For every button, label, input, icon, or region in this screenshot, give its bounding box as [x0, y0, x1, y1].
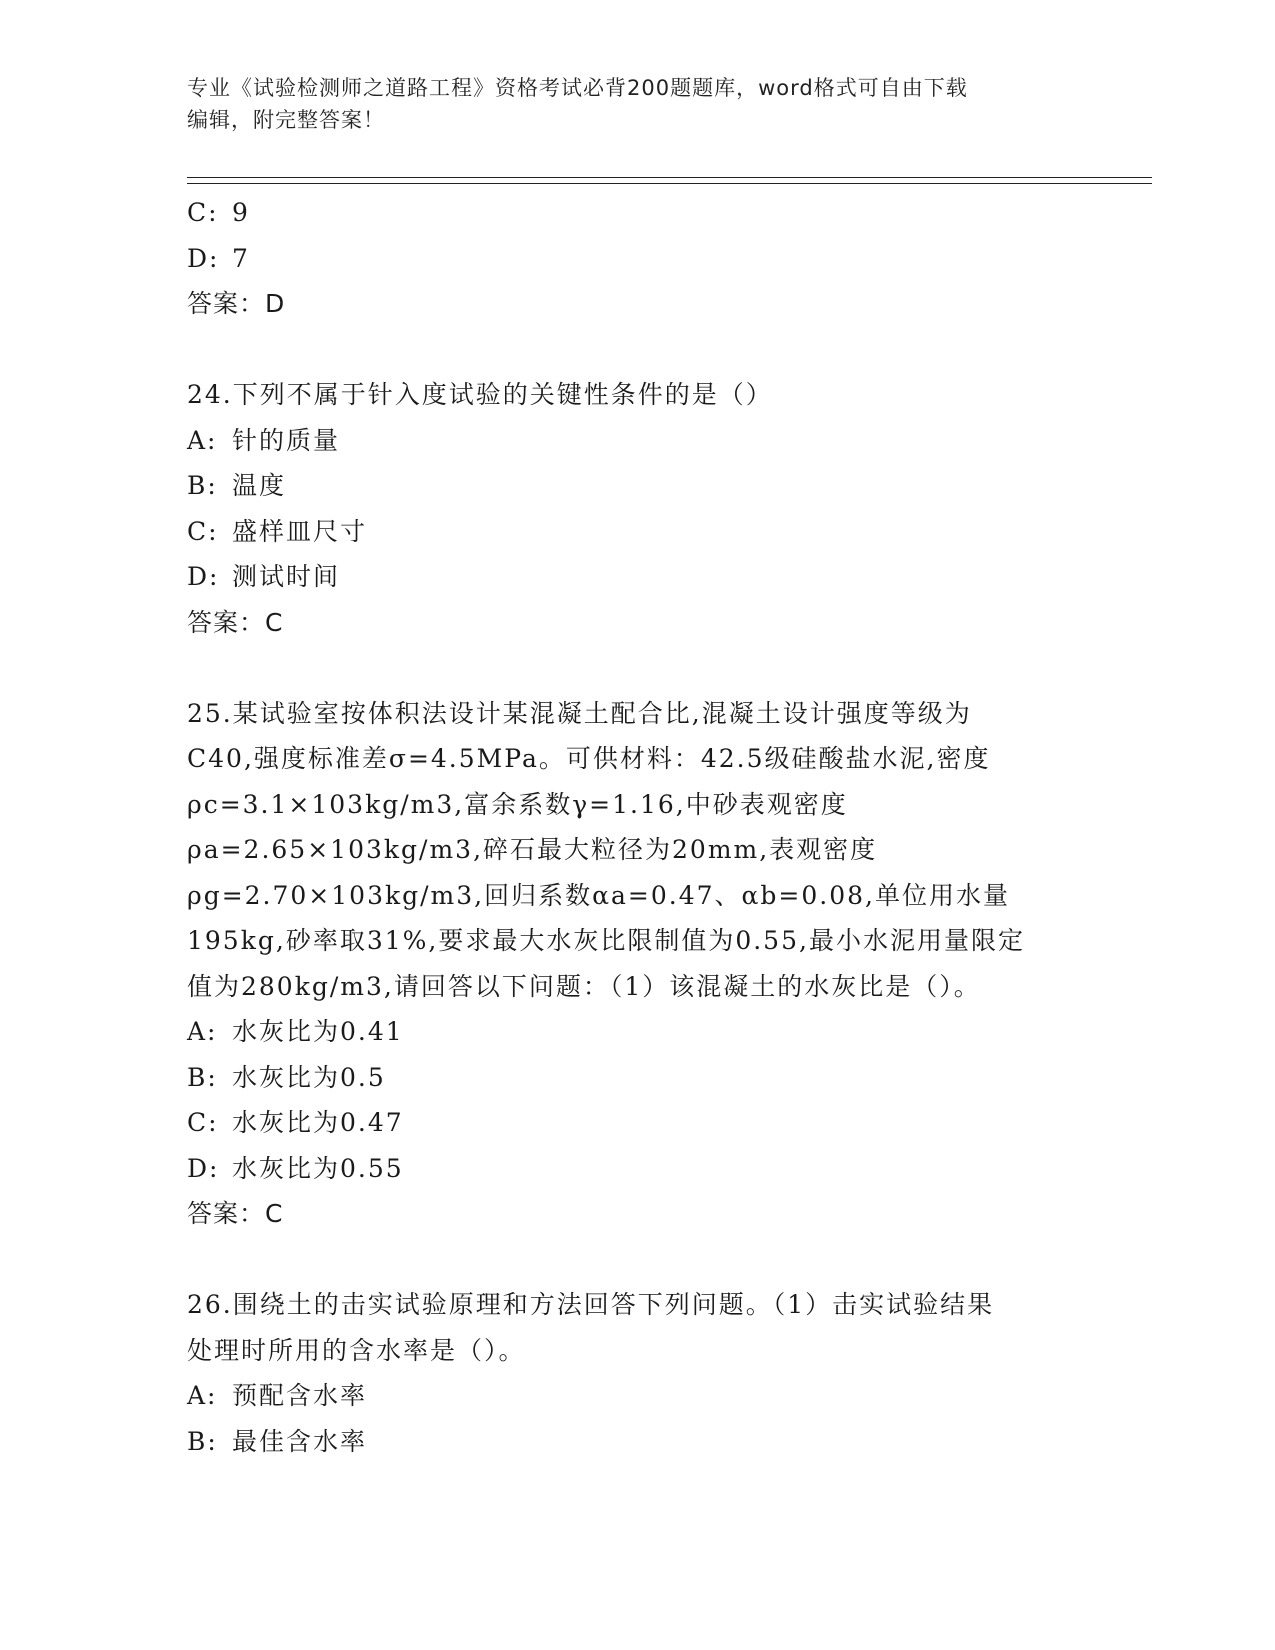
option-c — [187, 509, 1087, 555]
option-letter: B: — [187, 1062, 218, 1092]
option-letter: C: — [187, 198, 219, 227]
option-letter: A: — [187, 425, 218, 455]
option-text: 水灰比为0.5 — [232, 1062, 386, 1092]
option-letter: D: — [187, 1153, 220, 1183]
option-text: 9 — [232, 198, 250, 227]
question-stem: C40,强度标准差σ=4.5MPa。可供材料：42.5级硅酸盐水泥,密度 — [187, 744, 991, 773]
header-title-line-2: 编辑，附完整答案！ — [187, 108, 385, 132]
option-text: 温度 — [232, 471, 287, 500]
answer-line: 答案：D — [187, 289, 286, 318]
question-stem: 26.围绕土的击实试验原理和方法回答下列问题。（1）击实试验结果 — [187, 1290, 995, 1319]
spacer — [187, 645, 1087, 691]
option-text: 针的质量 — [232, 425, 341, 455]
question-stem: 195kg,砂率取31%,要求最大水灰比限制值为0.55,最小水泥用量限定 — [187, 926, 1025, 955]
question-block-25 — [187, 691, 1087, 1237]
option-d — [187, 236, 1087, 282]
option-text: 7 — [232, 243, 250, 273]
option-letter: A: — [187, 1381, 218, 1410]
question-stem: 25.某试验室按体积法设计某混凝土配合比,混凝土设计强度等级为 — [187, 698, 972, 728]
option-b — [187, 1419, 1087, 1465]
question-block-24 — [187, 372, 1087, 645]
document-header — [187, 72, 1087, 136]
option-letter: C: — [187, 1108, 219, 1137]
question-stem: ρa=2.65×103kg/m3,碎石最大粒径为20mm,表观密度 — [187, 835, 878, 864]
option-letter: D: — [187, 562, 220, 591]
document-body — [187, 190, 1087, 1464]
spacer — [187, 327, 1087, 373]
option-text: 水灰比为0.47 — [232, 1108, 404, 1137]
header-divider-bottom — [187, 183, 1152, 184]
option-text: 测试时间 — [232, 562, 341, 591]
option-text: 最佳含水率 — [232, 1426, 368, 1456]
option-text: 盛样皿尺寸 — [232, 516, 368, 546]
option-b — [187, 463, 1087, 509]
header-title-line-1: 专业《试验检测师之道路工程》资格考试必背200题题库，word格式可自由下载 — [187, 76, 968, 100]
option-letter: B: — [187, 471, 218, 500]
option-letter: C: — [187, 516, 219, 546]
question-stem: 24.下列不属于针入度试验的关键性条件的是（） — [187, 380, 773, 409]
option-c — [187, 190, 1087, 236]
answer-line: 答案：C — [187, 1199, 284, 1228]
option-d — [187, 554, 1087, 600]
question-stem: 处理时所用的含水率是（）。 — [187, 1335, 526, 1365]
question-block-26 — [187, 1282, 1087, 1464]
option-text: 水灰比为0.55 — [232, 1153, 404, 1183]
spacer — [187, 1237, 1087, 1283]
answer-line: 答案：C — [187, 607, 284, 637]
header-divider-top — [187, 177, 1152, 178]
option-letter: D: — [187, 243, 220, 273]
option-letter: A: — [187, 1017, 218, 1046]
question-stem: ρg=2.70×103kg/m3,回归系数αa=0.47、αb=0.08,单位用水量 — [187, 880, 1010, 910]
option-b — [187, 1055, 1087, 1101]
option-text: 水灰比为0.41 — [232, 1017, 404, 1046]
option-text: 预配含水率 — [232, 1381, 368, 1410]
option-d — [187, 1146, 1087, 1192]
option-a — [187, 418, 1087, 464]
option-a — [187, 1009, 1087, 1055]
question-block-23 — [187, 190, 1087, 327]
question-stem: ρc=3.1×103kg/m3,富余系数γ=1.16,中砂表观密度 — [187, 789, 848, 819]
option-c — [187, 1100, 1087, 1146]
option-a — [187, 1373, 1087, 1419]
question-stem: 值为280kg/m3,请回答以下问题：（1）该混凝土的水灰比是（）。 — [187, 971, 981, 1001]
option-letter: B: — [187, 1426, 218, 1456]
